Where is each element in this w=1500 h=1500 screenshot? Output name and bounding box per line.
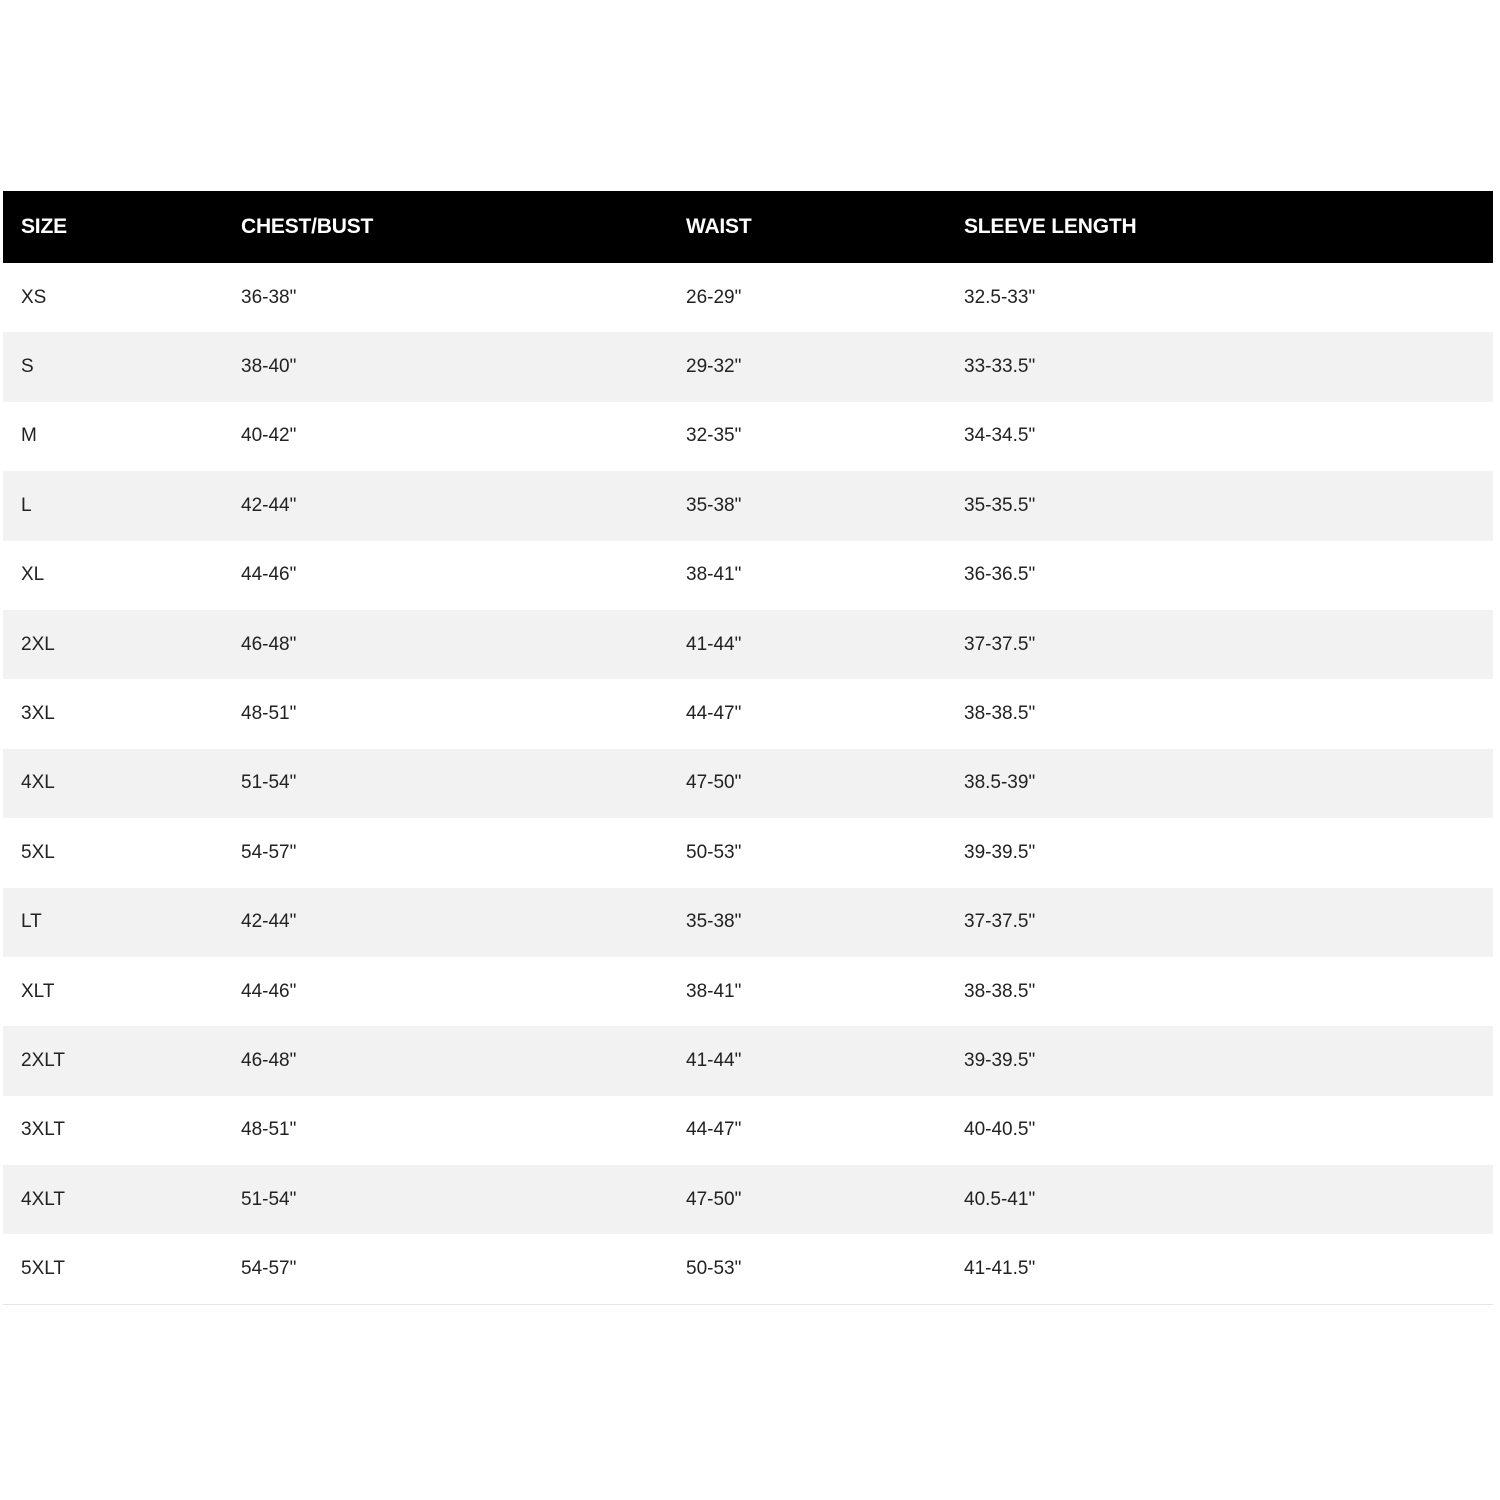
header-sleeve-length: SLEEVE LENGTH [964,215,1137,238]
cell-waist: 35-38" [686,911,742,933]
cell-size: 3XLT [21,1119,66,1141]
cell-chest-bust: 42-44" [241,494,297,516]
table-row [3,332,1493,401]
cell-size: XLT [21,980,55,1002]
table-row [3,1096,1493,1165]
cell-sleeve-length: 38.5-39" [964,772,1036,794]
cell-chest-bust: 44-46" [241,564,297,586]
cell-sleeve-length: 41-41.5" [964,1258,1036,1280]
cell-size: 4XL [21,772,55,794]
cell-waist: 41-44" [686,1049,742,1071]
cell-sleeve-length: 38-38.5" [964,980,1036,1002]
cell-chest-bust: 48-51" [241,1119,297,1141]
cell-size: M [21,425,37,447]
cell-sleeve-length: 34-34.5" [964,425,1036,447]
cell-sleeve-length: 39-39.5" [964,841,1036,863]
cell-chest-bust: 40-42" [241,425,297,447]
cell-size: 5XL [21,841,55,863]
cell-sleeve-length: 37-37.5" [964,911,1036,933]
header-chest-bust: CHEST/BUST [241,215,374,238]
table-row [3,471,1493,540]
cell-waist: 44-47" [686,703,742,725]
cell-sleeve-length: 40-40.5" [964,1119,1036,1141]
table-row [3,888,1493,957]
cell-waist: 32-35" [686,425,742,447]
cell-size: S [21,356,34,378]
cell-size: XS [21,286,47,308]
cell-size: 5XLT [21,1258,66,1280]
cell-chest-bust: 46-48" [241,1049,297,1071]
cell-sleeve-length: 35-35.5" [964,494,1036,516]
size-chart-table [3,191,1493,1305]
cell-chest-bust: 54-57" [241,841,297,863]
table-row [3,1026,1493,1095]
cell-sleeve-length: 37-37.5" [964,633,1036,655]
cell-size: XL [21,564,45,586]
header-waist: WAIST [686,215,752,238]
table-row [3,541,1493,610]
cell-sleeve-length: 38-38.5" [964,703,1036,725]
cell-sleeve-length: 36-36.5" [964,564,1036,586]
table-row [3,679,1493,748]
cell-waist: 50-53" [686,1258,742,1280]
cell-waist: 38-41" [686,980,742,1002]
cell-waist: 47-50" [686,1188,742,1210]
cell-chest-bust: 38-40" [241,356,297,378]
cell-size: 2XL [21,633,55,655]
cell-waist: 44-47" [686,1119,742,1141]
table-row [3,749,1493,818]
cell-waist: 29-32" [686,356,742,378]
cell-sleeve-length: 33-33.5" [964,356,1036,378]
table-row [3,1234,1493,1304]
table-row [3,610,1493,679]
cell-sleeve-length: 32.5-33" [964,286,1036,308]
cell-chest-bust: 51-54" [241,1188,297,1210]
cell-waist: 38-41" [686,564,742,586]
cell-size: LT [21,911,42,933]
cell-chest-bust: 44-46" [241,980,297,1002]
cell-size: 2XLT [21,1049,66,1071]
cell-chest-bust: 51-54" [241,772,297,794]
header-size: SIZE [21,215,67,238]
cell-chest-bust: 36-38" [241,286,297,308]
table-row [3,402,1493,471]
cell-chest-bust: 46-48" [241,633,297,655]
cell-chest-bust: 48-51" [241,703,297,725]
cell-waist: 35-38" [686,494,742,516]
table-body [3,263,1493,1305]
cell-size: 4XLT [21,1188,66,1210]
cell-size: L [21,494,32,516]
cell-sleeve-length: 40.5-41" [964,1188,1036,1210]
cell-size: 3XL [21,703,55,725]
table-row [3,1165,1493,1234]
cell-waist: 50-53" [686,841,742,863]
cell-waist: 47-50" [686,772,742,794]
cell-waist: 26-29" [686,286,742,308]
cell-chest-bust: 54-57" [241,1258,297,1280]
table-row [3,818,1493,887]
table-row [3,263,1493,332]
cell-waist: 41-44" [686,633,742,655]
table-header-row [3,191,1493,263]
cell-chest-bust: 42-44" [241,911,297,933]
table-row [3,957,1493,1026]
cell-sleeve-length: 39-39.5" [964,1049,1036,1071]
